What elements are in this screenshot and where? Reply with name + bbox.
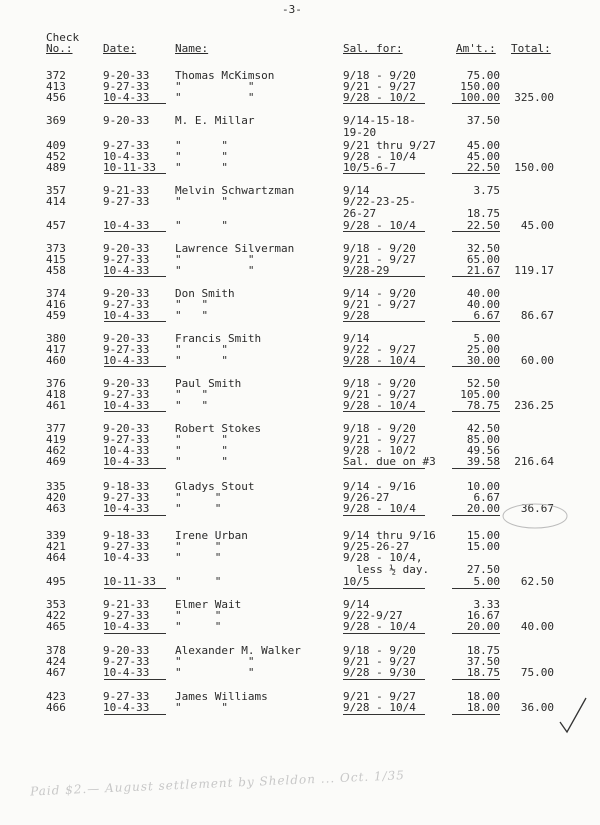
amount-underline xyxy=(452,714,500,715)
row-total: 119.17 xyxy=(514,264,554,277)
row-name: " " xyxy=(175,620,222,633)
row-salary-period: 9/25-26-27 xyxy=(343,540,410,553)
check-number: 469 xyxy=(46,455,66,468)
row-name: " " xyxy=(175,455,228,468)
row-date: 10-4-33 xyxy=(103,91,150,104)
check-number: 419 xyxy=(46,433,66,446)
row-salary-period: 9/21 - 9/27 xyxy=(343,253,416,266)
row-amount: 5.00 xyxy=(473,332,500,345)
check-number: 459 xyxy=(46,309,66,322)
row-salary-period: 9/18 - 9/20 xyxy=(343,242,416,255)
row-date: 9-18-33 xyxy=(103,480,150,493)
row-date: 9-27-33 xyxy=(103,253,150,266)
total-circle-mark xyxy=(500,501,570,531)
row-name: Don Smith xyxy=(175,287,235,300)
check-number: 463 xyxy=(46,502,66,515)
table-row xyxy=(0,576,600,588)
row-salary-period: 10/5 xyxy=(343,575,370,588)
row-salary-period: 9/21 - 9/27 xyxy=(343,690,416,703)
row-amount: 40.00 xyxy=(466,298,500,311)
row-date: 9-27-33 xyxy=(103,388,150,401)
row-salary-period: 9/28 - 9/30 xyxy=(343,666,416,679)
header-check-no xyxy=(46,32,79,54)
row-name: Paul Smith xyxy=(175,377,242,390)
check-number: 467 xyxy=(46,666,66,679)
row-salary-period: 9/28-29 xyxy=(343,264,390,277)
row-name: " " xyxy=(175,540,222,553)
salary-underline xyxy=(343,679,425,680)
row-amount: 20.00 xyxy=(466,502,500,515)
row-amount: 21.67 xyxy=(466,264,500,277)
row-date: 9-27-33 xyxy=(103,80,150,93)
row-amount: 27.50 xyxy=(466,563,500,576)
check-number: 466 xyxy=(46,701,66,714)
row-salary-period: 9/21 - 9/27 xyxy=(343,433,416,446)
row-date: 9-20-33 xyxy=(103,422,150,435)
table-row xyxy=(0,702,600,714)
row-salary-period: 26-27 xyxy=(343,207,377,220)
row-salary-period: 9/28 - 10/4 xyxy=(343,620,416,633)
row-name: Thomas McKimson xyxy=(175,69,275,82)
row-date: 10-4-33 xyxy=(103,444,150,457)
check-number: 413 xyxy=(46,80,66,93)
check-number: 462 xyxy=(46,444,66,457)
row-name: Lawrence Silverman xyxy=(175,242,295,255)
table-row xyxy=(0,564,600,576)
check-mark-icon xyxy=(558,696,588,736)
row-total: 45.00 xyxy=(520,219,554,232)
row-date: 10-4-33 xyxy=(103,701,150,714)
row-amount: 45.00 xyxy=(466,150,500,163)
amount-underline xyxy=(452,411,500,412)
check-number: 369 xyxy=(46,114,66,127)
header-name: Name: xyxy=(175,42,209,55)
amount-underline xyxy=(452,468,500,469)
row-date: 10-4-33 xyxy=(103,455,150,468)
header-amount: Am't.: xyxy=(456,42,496,55)
row-total: 325.00 xyxy=(514,91,554,104)
row-salary-period: 9/28 - 10/4 xyxy=(343,219,416,232)
date-underline xyxy=(104,411,166,412)
date-underline xyxy=(104,515,166,516)
row-name: " " xyxy=(175,388,209,401)
table-row xyxy=(0,667,600,679)
date-underline xyxy=(104,276,166,277)
amount-underline xyxy=(452,679,500,680)
check-number: 414 xyxy=(46,195,66,208)
row-total: 62.50 xyxy=(520,575,554,588)
row-amount: 65.00 xyxy=(466,253,500,266)
row-amount: 42.50 xyxy=(466,422,500,435)
row-salary-period: 19-20 xyxy=(343,126,377,139)
row-date: 10-4-33 xyxy=(103,219,150,232)
row-amount: 18.75 xyxy=(466,644,500,657)
row-amount: 3.33 xyxy=(473,598,500,611)
check-number: 335 xyxy=(46,480,66,493)
check-number: 416 xyxy=(46,298,66,311)
row-date: 9-27-33 xyxy=(103,343,150,356)
row-salary-period: 9/21 - 9/27 xyxy=(343,298,416,311)
row-date: 10-11-33 xyxy=(103,575,156,588)
handwritten-footnote: Paid $2.— August settlement by Sheldon ... Oct. 1/35 xyxy=(29,768,406,799)
row-salary-period: Sal. due on #3 xyxy=(343,455,436,468)
amount-underline xyxy=(452,276,500,277)
check-number: 418 xyxy=(46,388,66,401)
row-amount: 78.75 xyxy=(466,399,500,412)
date-underline xyxy=(104,231,166,232)
check-number: 457 xyxy=(46,219,66,232)
row-amount: 18.00 xyxy=(466,690,500,703)
row-name: Robert Stokes xyxy=(175,422,262,435)
row-amount: 75.00 xyxy=(466,69,500,82)
header-check-line2: No.: xyxy=(46,42,73,55)
table-row xyxy=(0,355,600,367)
row-salary-period: 9/14-15-18- xyxy=(343,114,416,127)
row-salary-period: 10/5-6-7 xyxy=(343,161,396,174)
row-name: " " xyxy=(175,161,228,174)
row-name: " " xyxy=(175,309,209,322)
row-salary-period: 9/28 - 10/4, xyxy=(343,551,423,564)
row-salary-period: 9/28 - 10/4 xyxy=(343,399,416,412)
salary-underline xyxy=(343,633,425,634)
row-amount: 49.56 xyxy=(466,444,500,457)
salary-underline xyxy=(343,588,425,589)
row-amount: 52.50 xyxy=(466,377,500,390)
row-salary-period: 9/18 - 9/20 xyxy=(343,422,416,435)
row-name: " " xyxy=(175,80,255,93)
row-salary-period: 9/21 - 9/27 xyxy=(343,80,416,93)
check-number: 422 xyxy=(46,609,66,622)
row-amount: 22.50 xyxy=(466,219,500,232)
row-date: 10-4-33 xyxy=(103,620,150,633)
amount-underline xyxy=(452,321,500,322)
table-row xyxy=(0,265,600,277)
date-underline xyxy=(104,679,166,680)
date-underline xyxy=(104,633,166,634)
page-number: -3- xyxy=(282,3,302,16)
row-name: M. E. Millar xyxy=(175,114,255,127)
row-amount: 10.00 xyxy=(466,480,500,493)
row-total: 60.00 xyxy=(520,354,554,367)
row-date: 9-27-33 xyxy=(103,690,150,703)
salary-underline xyxy=(343,231,425,232)
check-number: 489 xyxy=(46,161,66,174)
salary-underline xyxy=(343,714,425,715)
row-name: Melvin Schwartzman xyxy=(175,184,295,197)
salary-underline xyxy=(343,173,425,174)
row-name: " " xyxy=(175,399,209,412)
row-name: " " xyxy=(175,253,255,266)
row-name: " " xyxy=(175,195,228,208)
header-sal-for: Sal. for: xyxy=(343,42,403,55)
row-total: 75.00 xyxy=(520,666,554,679)
row-name: " " xyxy=(175,551,222,564)
check-number: 461 xyxy=(46,399,66,412)
table-row xyxy=(0,196,600,208)
check-number: 415 xyxy=(46,253,66,266)
check-number: 417 xyxy=(46,343,66,356)
check-number: 424 xyxy=(46,655,66,668)
row-total: 216.64 xyxy=(514,455,554,468)
check-number: 458 xyxy=(46,264,66,277)
row-salary-period: 9/22-23-25- xyxy=(343,195,416,208)
row-total: 86.67 xyxy=(520,309,554,322)
row-total: 150.00 xyxy=(514,161,554,174)
row-salary-period: 9/28 - 10/4 xyxy=(343,701,416,714)
row-name: " " xyxy=(175,502,222,515)
row-date: 9-21-33 xyxy=(103,598,150,611)
row-salary-period: 9/28 - 10/4 xyxy=(343,150,416,163)
check-number: 353 xyxy=(46,598,66,611)
header-date: Date: xyxy=(103,42,137,55)
amount-underline xyxy=(452,103,500,104)
check-number: 374 xyxy=(46,287,66,300)
row-salary-period: 9/21 - 9/27 xyxy=(343,388,416,401)
row-total: 36.00 xyxy=(520,701,554,714)
row-name: " " xyxy=(175,491,222,504)
row-name: " " xyxy=(175,264,255,277)
row-amount: 16.67 xyxy=(466,609,500,622)
date-underline xyxy=(104,588,166,589)
row-date: 9-18-33 xyxy=(103,529,150,542)
table-row xyxy=(0,92,600,104)
check-number: 460 xyxy=(46,354,66,367)
table-row xyxy=(0,400,600,412)
row-salary-period: 9/28 - 10/4 xyxy=(343,354,416,367)
row-salary-period: 9/22-9/27 xyxy=(343,609,403,622)
row-date: 9-27-33 xyxy=(103,195,150,208)
row-date: 10-4-33 xyxy=(103,264,150,277)
row-total: 236.25 xyxy=(514,399,554,412)
row-total: 40.00 xyxy=(520,620,554,633)
row-date: 10-4-33 xyxy=(103,309,150,322)
row-amount: 18.75 xyxy=(466,666,500,679)
row-date: 9-27-33 xyxy=(103,491,150,504)
row-name: " " xyxy=(175,609,222,622)
row-amount: 85.00 xyxy=(466,433,500,446)
row-date: 9-20-33 xyxy=(103,644,150,657)
row-salary-period: 9/22 - 9/27 xyxy=(343,343,416,356)
salary-underline xyxy=(343,468,425,469)
row-date: 9-20-33 xyxy=(103,242,150,255)
header-total: Total: xyxy=(511,42,551,55)
check-number: 339 xyxy=(46,529,66,542)
row-amount: 6.67 xyxy=(473,309,500,322)
salary-underline xyxy=(343,321,425,322)
row-amount: 18.00 xyxy=(466,701,500,714)
row-date: 9-27-33 xyxy=(103,540,150,553)
table-row xyxy=(0,621,600,633)
amount-underline xyxy=(452,515,500,516)
salary-underline xyxy=(343,276,425,277)
row-amount: 22.50 xyxy=(466,161,500,174)
row-date: 9-20-33 xyxy=(103,69,150,82)
row-salary-period: 9/14 - 9/20 xyxy=(343,287,416,300)
row-amount: 15.00 xyxy=(466,529,500,542)
row-name: Gladys Stout xyxy=(175,480,255,493)
date-underline xyxy=(104,714,166,715)
check-number: 376 xyxy=(46,377,66,390)
row-name: " " xyxy=(175,575,222,588)
row-amount: 45.00 xyxy=(466,139,500,152)
table-row xyxy=(0,310,600,322)
check-number: 373 xyxy=(46,242,66,255)
row-amount: 39.58 xyxy=(466,455,500,468)
row-salary-period: 9/18 - 9/20 xyxy=(343,644,416,657)
row-date: 10-4-33 xyxy=(103,354,150,367)
row-date: 9-20-33 xyxy=(103,377,150,390)
table-row xyxy=(0,127,600,139)
row-name: " " xyxy=(175,343,228,356)
row-amount: 25.00 xyxy=(466,343,500,356)
row-date: 9-20-33 xyxy=(103,287,150,300)
table-row xyxy=(0,115,600,127)
row-salary-period: 9/14 xyxy=(343,184,370,197)
date-underline xyxy=(104,468,166,469)
row-amount: 32.50 xyxy=(466,242,500,255)
row-date: 9-27-33 xyxy=(103,433,150,446)
row-name: " " xyxy=(175,354,228,367)
amount-underline xyxy=(452,173,500,174)
row-amount: 40.00 xyxy=(466,287,500,300)
row-name: " " xyxy=(175,433,228,446)
row-salary-period: 9/28 - 10/2 xyxy=(343,444,416,457)
row-salary-period: 9/28 - 10/4 xyxy=(343,502,416,515)
row-amount: 18.75 xyxy=(466,207,500,220)
amount-underline xyxy=(452,588,500,589)
row-name: " " xyxy=(175,91,255,104)
date-underline xyxy=(104,321,166,322)
row-salary-period: 9/14 xyxy=(343,332,370,345)
salary-underline xyxy=(343,366,425,367)
check-number: 456 xyxy=(46,91,66,104)
date-underline xyxy=(104,103,166,104)
row-name: " " xyxy=(175,655,255,668)
row-date: 9-21-33 xyxy=(103,184,150,197)
row-amount: 5.00 xyxy=(473,575,500,588)
check-number: 409 xyxy=(46,139,66,152)
row-name: " " xyxy=(175,666,255,679)
row-salary-period: 9/14 thru 9/16 xyxy=(343,529,436,542)
row-name: " " xyxy=(175,444,228,457)
row-salary-period: 9/14 - 9/16 xyxy=(343,480,416,493)
row-name: James Williams xyxy=(175,690,268,703)
header-check-line1: Check xyxy=(46,31,80,44)
check-number: 452 xyxy=(46,150,66,163)
salary-underline xyxy=(343,515,425,516)
check-number: 465 xyxy=(46,620,66,633)
row-salary-period: 9/18 - 9/20 xyxy=(343,377,416,390)
row-date: 10-4-33 xyxy=(103,150,150,163)
check-number: 464 xyxy=(46,551,66,564)
amount-underline xyxy=(452,231,500,232)
row-name: " " xyxy=(175,701,228,714)
row-name: Francis Smith xyxy=(175,332,262,345)
row-amount: 30.00 xyxy=(466,354,500,367)
row-salary-period: 9/14 xyxy=(343,598,370,611)
row-amount: 105.00 xyxy=(460,388,500,401)
check-number: 380 xyxy=(46,332,66,345)
row-salary-period: 9/28 - 10/2 xyxy=(343,91,416,104)
row-name: " " xyxy=(175,139,228,152)
row-amount: 3.75 xyxy=(473,184,500,197)
row-name: " " xyxy=(175,298,209,311)
row-total: 36.67 xyxy=(520,502,554,515)
row-name: Elmer Wait xyxy=(175,598,242,611)
check-number: 378 xyxy=(46,644,66,657)
row-salary-period: 9/21 thru 9/27 xyxy=(343,139,436,152)
table-row xyxy=(0,456,600,468)
table-row xyxy=(0,208,600,220)
salary-underline xyxy=(343,411,425,412)
check-number: 420 xyxy=(46,491,66,504)
row-name: Alexander M. Walker xyxy=(175,644,301,657)
date-underline xyxy=(104,173,166,174)
row-salary-period: 9/21 - 9/27 xyxy=(343,655,416,668)
row-amount: 150.00 xyxy=(460,80,500,93)
row-date: 9-27-33 xyxy=(103,609,150,622)
check-number: 423 xyxy=(46,690,66,703)
row-amount: 20.00 xyxy=(466,620,500,633)
row-name: " " xyxy=(175,150,228,163)
date-underline xyxy=(104,366,166,367)
row-date: 10-4-33 xyxy=(103,666,150,679)
amount-underline xyxy=(452,633,500,634)
check-number: 377 xyxy=(46,422,66,435)
row-salary-period: 9/18 - 9/20 xyxy=(343,69,416,82)
row-salary-period: 9/26-27 xyxy=(343,491,390,504)
row-date: 9-20-33 xyxy=(103,332,150,345)
row-salary-period: less ½ day. xyxy=(343,563,430,576)
row-date: 9-20-33 xyxy=(103,114,150,127)
table-row xyxy=(0,162,600,174)
check-number: 421 xyxy=(46,540,66,553)
row-date: 10-4-33 xyxy=(103,551,150,564)
table-row xyxy=(0,552,600,564)
row-salary-period: 9/28 xyxy=(343,309,370,322)
row-date: 10-11-33 xyxy=(103,161,156,174)
row-amount: 37.50 xyxy=(466,114,500,127)
row-date: 9-27-33 xyxy=(103,298,150,311)
salary-underline xyxy=(343,103,425,104)
row-date: 10-4-33 xyxy=(103,502,150,515)
row-amount: 6.67 xyxy=(473,491,500,504)
amount-underline xyxy=(452,366,500,367)
row-date: 9-27-33 xyxy=(103,655,150,668)
row-name: " " xyxy=(175,219,228,232)
check-number: 357 xyxy=(46,184,66,197)
check-number: 372 xyxy=(46,69,66,82)
row-amount: 100.00 xyxy=(460,91,500,104)
table-row xyxy=(0,220,600,232)
row-date: 10-4-33 xyxy=(103,399,150,412)
row-name: Irene Urban xyxy=(175,529,248,542)
row-amount: 15.00 xyxy=(466,540,500,553)
row-amount: 37.50 xyxy=(466,655,500,668)
check-number: 495 xyxy=(46,575,66,588)
row-date: 9-27-33 xyxy=(103,139,150,152)
